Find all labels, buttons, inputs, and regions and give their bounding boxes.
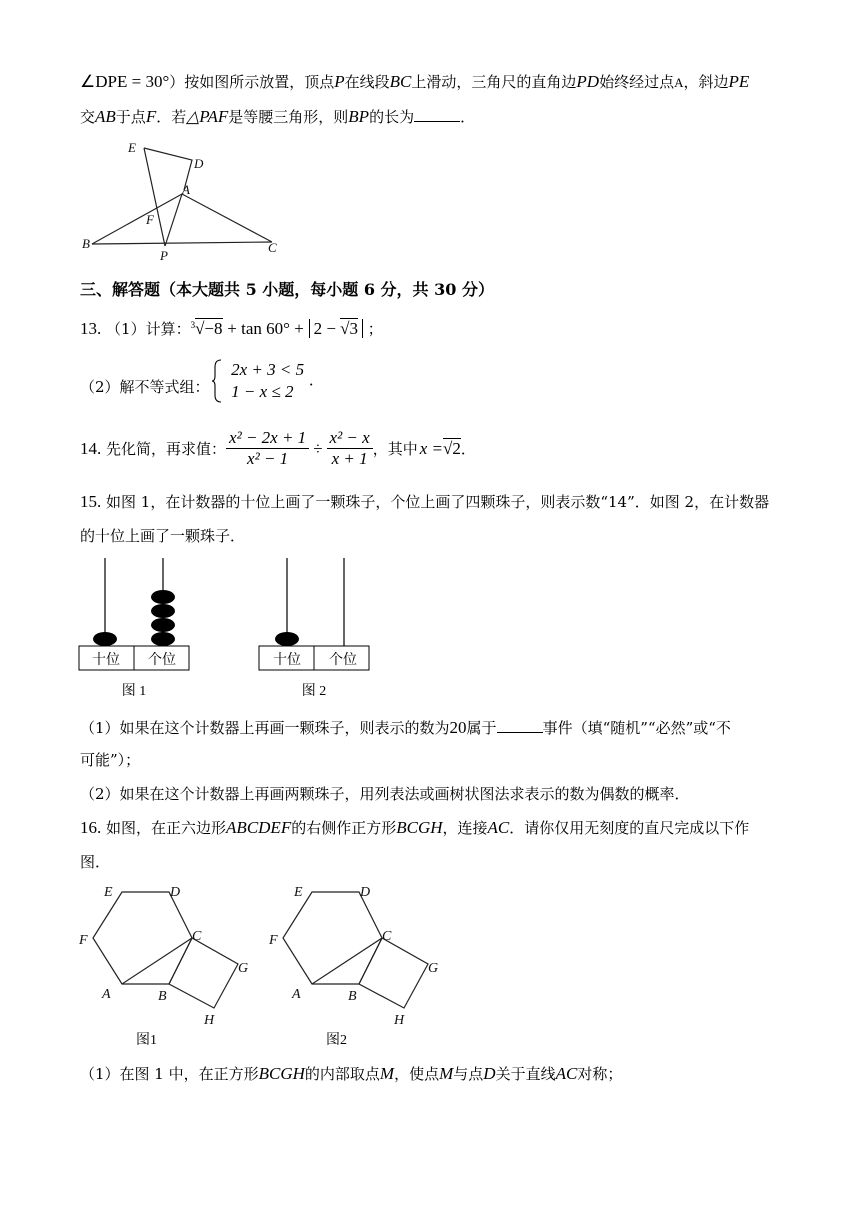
q15-line-2: 的十位上画了一颗珠子． — [80, 527, 246, 545]
ones-bead — [151, 590, 175, 604]
line-BAC — [92, 194, 272, 244]
svg-text:H: H — [204, 1013, 215, 1028]
label-B: B — [82, 236, 90, 251]
svg-text:F: F — [79, 933, 88, 948]
fraction-1: $\frac{\text{x² − 2x + 1}}{\text{x² − 1}}$ — [226, 428, 309, 469]
answer-blank[interactable] — [414, 107, 460, 122]
label-F: F — [146, 212, 154, 227]
square — [169, 938, 238, 1008]
q14: 14. 先化简，再求值： $\frac{\text{x² − 2x + 1}}{\text{x² − 1}}$ ÷ $\frac{\text{x² − x}}{x + 1}$ ，其中 x = √2 ． — [80, 428, 476, 468]
square — [359, 938, 428, 1008]
segment-AC — [312, 938, 382, 984]
p12-line-2: 交AB于点F．若△PAF是等腰三角形，则BP的长为 ． — [80, 107, 476, 126]
label-D: D — [194, 156, 204, 171]
svg-text:E: E — [294, 885, 303, 900]
q16-line-1: 16. 如图，在正六边形ABCDEF的右侧作正方形BCGH，连接AC．请你仅用无刻度的直尺完成以下作 — [80, 818, 750, 837]
label-ones: 个位 — [329, 653, 357, 668]
label-C: C — [268, 240, 277, 255]
line-BC — [92, 242, 272, 244]
caption-hex-fig1: 图1 — [136, 1033, 157, 1048]
inequality-1: 2x + 3 < 5 — [231, 360, 305, 379]
ones-bead — [151, 604, 175, 618]
inequality-2: 1 − x ≤ 2 — [231, 382, 294, 401]
label-E: E — [128, 140, 136, 155]
fraction-2: $\frac{\text{x² − x}}{x + 1}$ — [327, 428, 373, 469]
counter-figure-2 — [258, 556, 373, 702]
ones-bead — [151, 618, 175, 632]
q13-part1: 13. （1）计算：$^3$√−8 + tan 60° + 2 − √3 ； — [80, 319, 383, 338]
svg-text:E: E — [104, 885, 113, 900]
tens-bead — [275, 632, 299, 646]
svg-text:A: A — [292, 987, 301, 1002]
svg-text:A: A — [102, 987, 111, 1002]
tens-bead — [93, 632, 117, 646]
caption-fig1: 图 1 — [121, 684, 147, 699]
section-title: 三、解答题（本大题共 5 小题，每小题 6 分，共 30 分） — [80, 280, 494, 299]
q15-part1-line-1: （1）如果在这个计数器上再画一颗珠子，则表示的数为20属于 事件（填“随机”“必然”或“不 — [80, 718, 731, 737]
caption-fig2: 图 2 — [301, 684, 327, 699]
svg-text:B: B — [158, 989, 167, 1004]
triangle-figure — [80, 138, 290, 262]
line-EP — [144, 148, 165, 246]
q15-part2: （2）如果在这个计数器上再画两颗珠子，用列表法或画树状图法求表示的数为偶数的概率． — [80, 785, 690, 803]
svg-text:B: B — [348, 989, 357, 1004]
svg-text:F: F — [269, 933, 278, 948]
caption-hex-fig2: 图2 — [326, 1033, 347, 1048]
q16-line-2: 图． — [80, 853, 111, 871]
ones-bead — [151, 632, 175, 646]
svg-text:C: C — [382, 929, 392, 944]
hexagon-figure-2 — [264, 880, 444, 1050]
label-ones: 个位 — [148, 653, 176, 668]
q15-part1-line-2: 可能”）； — [80, 751, 141, 769]
svg-text:C: C — [192, 929, 202, 944]
hexagon-figure-1 — [74, 880, 254, 1050]
counter-figure-1 — [78, 556, 193, 702]
p12-line-1: ∠DPE = 30°）按如图所示放置，顶点P在线段BC上滑动，三角尺的直角边PD始终经过点A，斜边PE — [80, 72, 750, 91]
angle-expr: ∠DPE = 30° — [80, 72, 170, 91]
answer-blank[interactable] — [497, 718, 543, 733]
svg-text:D: D — [360, 885, 371, 900]
svg-text:G: G — [428, 961, 439, 976]
svg-text:G: G — [238, 961, 249, 976]
q16-part1: （1）在图 1 中，在正方形BCGH的内部取点M，使点M与点D关于直线AC对称； — [80, 1064, 623, 1083]
label-P: P — [160, 248, 168, 262]
label-tens: 十位 — [92, 653, 120, 668]
label-tens: 十位 — [273, 653, 301, 668]
brace-icon — [212, 359, 222, 403]
segment-AC — [122, 938, 192, 984]
svg-text:D: D — [170, 885, 181, 900]
q15-line-1: 15. 如图 1，在计数器的十位上画了一颗珠子，个位上画了四颗珠子，则表示数“14”．如图 2，在计数器 — [80, 492, 770, 511]
q13-part2: （2）解不等式组： 2x + 3 < 5 1 − x ≤ 2 ． — [80, 360, 324, 401]
svg-text:H: H — [394, 1013, 405, 1028]
label-A: A — [182, 182, 190, 197]
